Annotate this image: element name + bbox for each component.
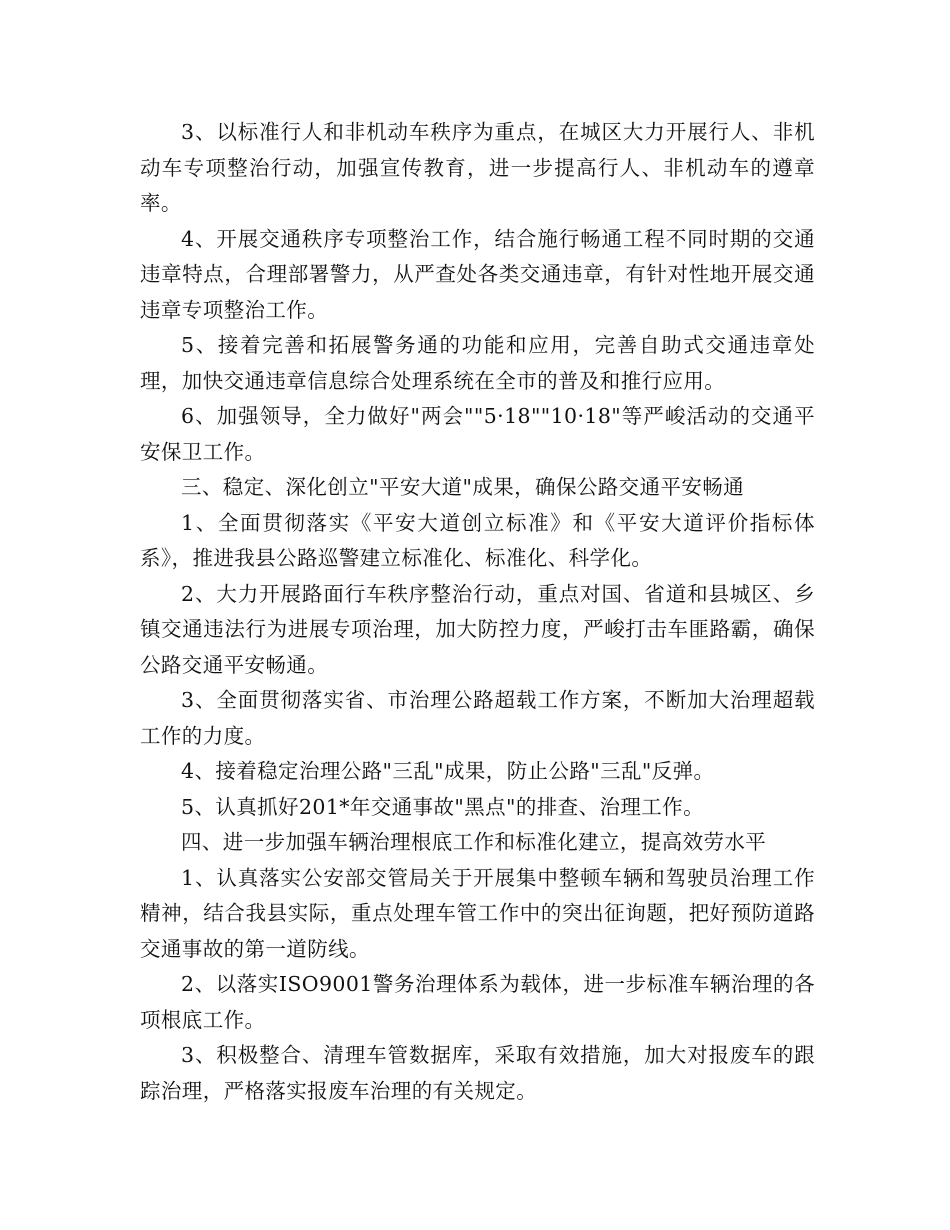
paragraph-road-rectification: 2、大力开展路面行车秩序整治行动，重点对国、省道和县城区、乡镇交通违法行为进展专项治理，加大防控力度，严峻打击车匪路霸，确保公路交通平安畅通。 bbox=[140, 581, 815, 677]
section-heading-vehicle-management: 四、进一步加强车辆治理根底工作和标准化建立，提高效劳水平 bbox=[181, 830, 767, 854]
section-heading-safe-road: 三、稳定、深化创立"平安大道"成果，确保公路交通平安畅通 bbox=[181, 475, 745, 499]
paragraph-overload-control: 3、全面贯彻落实省、市治理公路超载工作方案，不断加大治理超载工作的力度。 bbox=[140, 688, 815, 748]
paragraph-security-events: 6、加强领导，全力做好"两会""5·18""10·18"等严峻活动的交通平安保卫工作。 bbox=[140, 404, 815, 464]
paragraph-traffic-order-rectification: 4、开展交通秩序专项整治工作，结合施行畅通工程不同时期的交通违章特点，合理部署警力，从严查处各类交通违章，有针对性地开展交通违章专项整治工作。 bbox=[140, 226, 815, 322]
paragraph-vehicle-driver-rectification: 1、认真落实公安部交管局关于开展集中整顿车辆和驾驶员治理工作精神，结合我县实际，重点处理车管工作中的突出征询题，把好预防道路交通事故的第一道防线。 bbox=[140, 865, 815, 961]
paragraph-database-cleanup: 3、积极整合、清理车管数据库，采取有效措施，加大对报废车的跟踪治理，严格落实报废车治理的有关规定。 bbox=[140, 1043, 815, 1103]
paragraph-police-app: 5、接着完善和拓展警务通的功能和应用，完善自助式交通违章处理，加快交通违章信息综合处理系统在全市的普及和推行应用。 bbox=[140, 333, 815, 393]
paragraph-iso9001: 2、以落实ISO9001警务治理体系为载体，进一步标准车辆治理的各项根底工作。 bbox=[140, 972, 815, 1032]
paragraph-black-spots: 5、认真抓好201*年交通事故"黑点"的排查、治理工作。 bbox=[181, 794, 704, 819]
paragraph-safe-road-standard: 1、全面贯彻落实《平安大道创立标准》和《平安大道评价指标体系》，推进我县公路巡警建立标准化、标准化、科学化。 bbox=[140, 510, 815, 570]
paragraph-pedestrian-order: 3、以标准行人和非机动车秩序为重点，在城区大力开展行人、非机动车专项整治行动，加强宣传教育，进一步提高行人、非机动车的遵章率。 bbox=[140, 120, 815, 215]
paragraph-three-disorders: 4、接着稳定治理公路"三乱"成果，防止公路"三乱"反弹。 bbox=[181, 759, 715, 783]
document-page bbox=[140, 115, 815, 1109]
